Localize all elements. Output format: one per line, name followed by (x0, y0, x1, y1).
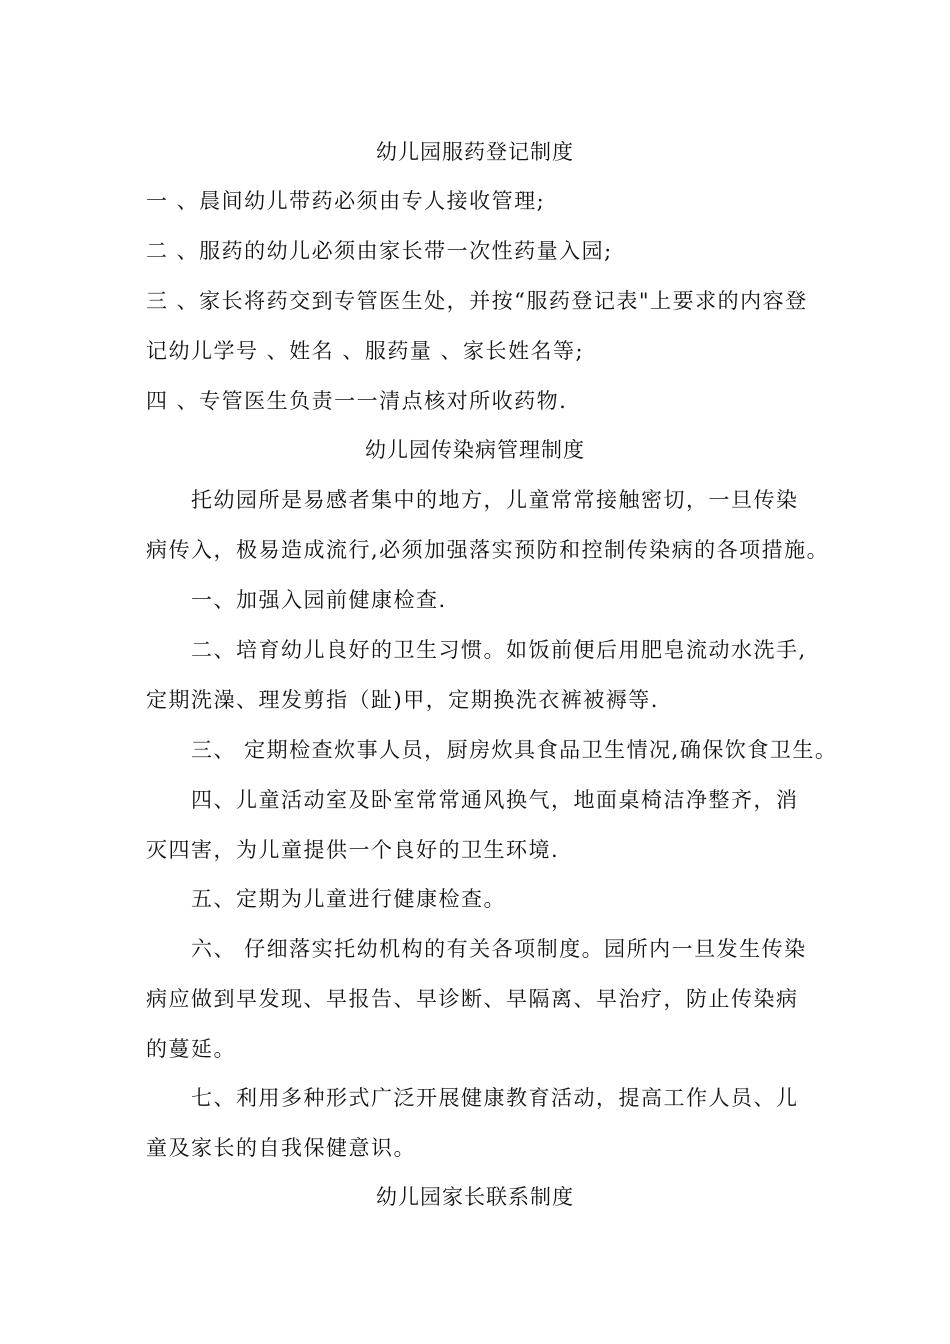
paragraph-line: 定期洗澡、理发剪指（趾)甲，定期换洗衣裤被褥等. (146, 688, 659, 712)
paragraph-line: 四 、专管医生负责一一清点核对所收药物. (146, 389, 568, 413)
paragraph-line: 二、培育幼儿良好的卫生习惯。如饭前便后用肥皂流动水洗手, (191, 638, 807, 662)
paragraph-line: 的蔓延。 (146, 1037, 236, 1061)
section-title-medication: 幼儿园服药登记制度 (376, 140, 574, 164)
paragraph-line: 病传入，极易造成流行,必须加强落实预防和控制传染病的各项措施。 (146, 538, 830, 562)
paragraph-line: 托幼园所是易感者集中的地方，儿童常常接触密切，一旦传染 (191, 488, 799, 512)
paragraph-line: 七、利用多种形式广泛开展健康教育活动，提高工作人员、儿 (191, 1086, 799, 1110)
paragraph-line: 一、加强入园前健康检查. (191, 588, 447, 612)
paragraph-line: 六、 仔细落实托幼机构的有关各项制度。园所内一旦发生传染 (191, 937, 807, 961)
paragraph-line: 三 、家长将药交到专管医生处，并按“服药登记表"上要求的内容登 (146, 289, 808, 313)
paragraph-line: 记幼儿学号 、姓名 、服药量 、家长姓名等; (146, 339, 585, 363)
paragraph-line: 三、 定期检查炊事人员，厨房炊具食品卫生情况,确保饮食卫生。 (191, 738, 838, 762)
paragraph-line: 灭四害，为儿童提供一个良好的卫生环境. (146, 838, 560, 862)
paragraph-line: 童及家长的自我保健意识。 (146, 1136, 416, 1160)
paragraph-line: 四、儿童活动室及卧室常常通风换气，地面桌椅洁净整齐，消 (191, 788, 799, 812)
paragraph-line: 病应做到早发现、早报告、早诊断、早隔离、早治疗，防止传染病 (146, 987, 799, 1011)
section-title-infectious-disease: 幼儿园传染病管理制度 (365, 438, 585, 462)
paragraph-line: 一 、晨间幼儿带药必须由专人接收管理; (146, 189, 546, 213)
paragraph-line: 五、定期为儿童进行健康检查。 (191, 887, 506, 911)
section-title-parent-contact: 幼儿园家长联系制度 (376, 1185, 574, 1209)
paragraph-line: 二 、服药的幼儿必须由家长带一次性药量入园; (146, 239, 613, 263)
